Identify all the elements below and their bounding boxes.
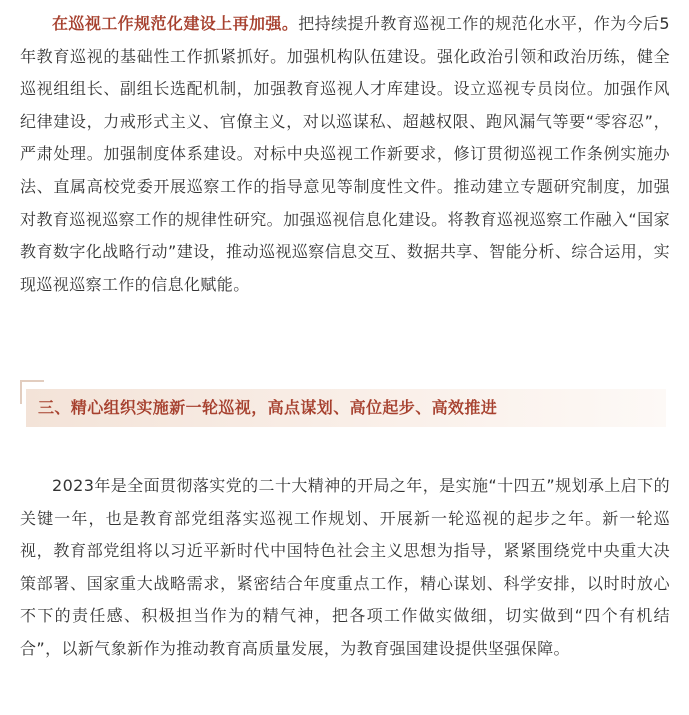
paragraph-institution-building [20,8,670,301]
paragraph-new-round-inspection: 2023年是全面贯彻落实党的二十大精神的开局之年，是实施“十四五”规划承上启下的关键一年，也是教育部党组落实巡视工作规划、开展新一轮巡视的起步之年。新一轮巡视，教育部党组将以习近平新时代中国特色社会主义思想为指导，紧紧围绕党中央重大决策部署、国家重大战略需求，紧密结合年度重点工作，精心谋划、科学安排，以时时放心不下的责任感、积极担当作为的精气神，把各项工作做实做细，切实做到“四个有机结合”，以新气象新作为推动教育高质量发展，为教育强国建设提供坚强保障。 [20,476,670,658]
paragraph-body-text: 把持续提升教育巡视工作的规范化水平，作为今后5年教育巡视的基础性工作抓紧抓好。加强机构队伍建设。强化政治引领和政治历练，健全巡视组组长、副组长选配机制，加强教育巡视人才库建设。设立巡视专员岗位。加强作风纪律建设，力戒形式主义、官僚主义，对以巡谋私、超越权限、跑风漏气等要“零容忍”，严肃处理。加强制度体系建设。对标中央巡视工作新要求，修订贯彻巡视工作条例实施办法、直属高校党委开展巡察工作的指导意见等制度性文件。推动建立专题研究制度，加强对教育巡视巡察工作的规律性研究。加强巡视信息化建设。将教育巡视巡察工作融入“国家教育数字化战略行动”建设，推动巡视巡察信息交互、数据共享、智能分析、综合运用，实现巡视巡察工作的信息化赋能。 [20,14,670,294]
paragraph-lead-text: 在巡视工作规范化建设上再加强。 [52,14,299,33]
section-heading-block [20,380,666,432]
section-heading: 三、精心组织实施新一轮巡视，高点谋划、高位起步、高效推进 [38,398,498,417]
